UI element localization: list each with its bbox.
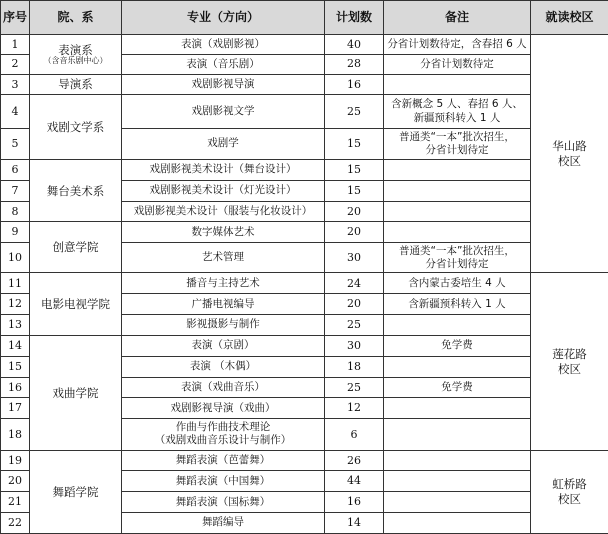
note-cell <box>384 450 531 471</box>
header-major: 专业（方向） <box>122 1 325 35</box>
major-cell: 戏剧影视导演 <box>122 74 325 95</box>
major-cell: 戏剧学 <box>122 128 325 159</box>
count-cell: 15 <box>325 180 384 201</box>
table-row <box>1 35 608 55</box>
note-cell <box>384 201 531 222</box>
count-cell: 25 <box>325 377 384 398</box>
row-number: 9 <box>1 222 30 243</box>
dept-cell: 电影电视学院 <box>30 273 122 335</box>
row-number: 4 <box>1 95 30 128</box>
count-cell: 44 <box>325 471 384 492</box>
major-cell: 舞蹈表演（中国舞） <box>122 471 325 492</box>
note-line: 免学费 <box>441 339 473 352</box>
note-line: 新疆预科转入 1 人 <box>413 111 501 124</box>
row-number: 10 <box>1 243 30 273</box>
major-cell: 戏剧影视美术设计（舞台设计） <box>122 159 325 180</box>
note-cell <box>384 492 531 513</box>
dept-cell: 舞台美术系 <box>30 159 122 221</box>
table-row <box>1 159 608 180</box>
row-number: 2 <box>1 54 30 74</box>
count-cell: 16 <box>325 492 384 513</box>
note-cell <box>384 74 531 95</box>
count-cell: 14 <box>325 513 384 534</box>
table-row <box>1 273 608 294</box>
major-cell: 表演（京剧） <box>122 335 325 356</box>
major-line: 作曲与作曲技术理论 <box>175 421 271 434</box>
row-number: 21 <box>1 492 30 513</box>
row-number: 13 <box>1 315 30 336</box>
row-number: 16 <box>1 377 30 398</box>
note-line: 普通类“一本”批次招生， <box>399 244 515 257</box>
major-cell: 数字媒体艺术 <box>122 222 325 243</box>
note-cell <box>384 159 531 180</box>
count-cell: 20 <box>325 294 384 315</box>
major-cell: 表演（戏剧影视） <box>122 35 325 55</box>
major-cell: 戏剧影视导演（戏曲） <box>122 398 325 419</box>
count-cell: 16 <box>325 74 384 95</box>
campus-line: 校区 <box>558 491 581 506</box>
row-number: 7 <box>1 180 30 201</box>
count-cell: 30 <box>325 243 384 273</box>
row-number: 19 <box>1 450 30 471</box>
major-cell: 广播电视编导 <box>122 294 325 315</box>
note-cell <box>384 419 531 450</box>
major-cell: 表演（戏曲音乐） <box>122 377 325 398</box>
campus-line: 校区 <box>558 361 581 376</box>
note-cell <box>384 315 531 336</box>
campus-line: 莲花路 <box>552 347 587 362</box>
dept-cell: 导演系 <box>30 74 122 95</box>
note-line: 分省计划待定 <box>425 257 489 270</box>
note-line: 含新概念 5 人、春招 6 人、 <box>391 98 523 111</box>
note-line: 分省计划数待定，含春招 6 人 <box>387 37 527 50</box>
major-cell: 表演（音乐剧） <box>122 54 325 74</box>
row-number: 18 <box>1 419 30 450</box>
count-cell: 24 <box>325 273 384 294</box>
header-campus: 就读校区 <box>531 1 608 35</box>
dept-cell: 创意学院 <box>30 222 122 273</box>
header-index: 序号 <box>1 1 30 35</box>
note-cell <box>384 243 531 273</box>
note-cell <box>384 335 531 356</box>
major-line: （戏剧戏曲音乐设计与制作） <box>154 434 292 447</box>
major-cell: 播音与主持艺术 <box>122 273 325 294</box>
note-cell <box>384 356 531 377</box>
count-cell: 25 <box>325 95 384 128</box>
note-cell <box>384 273 531 294</box>
header-note: 备注 <box>384 1 531 35</box>
note-line: 普通类“一本”批次招生， <box>399 130 515 143</box>
row-number: 12 <box>1 294 30 315</box>
major-cell <box>122 419 325 450</box>
major-cell: 影视摄影与制作 <box>122 315 325 336</box>
count-cell: 20 <box>325 222 384 243</box>
row-number: 3 <box>1 74 30 95</box>
major-cell: 戏剧影视文学 <box>122 95 325 128</box>
count-cell: 6 <box>325 419 384 450</box>
row-number: 22 <box>1 513 30 534</box>
table-row <box>1 335 608 356</box>
count-cell: 18 <box>325 356 384 377</box>
note-cell <box>384 95 531 128</box>
row-number: 17 <box>1 398 30 419</box>
note-cell <box>384 35 531 55</box>
major-cell: 戏剧影视美术设计（灯光设计） <box>122 180 325 201</box>
major-cell: 舞蹈编导 <box>122 513 325 534</box>
campus-cell <box>531 273 608 450</box>
note-cell <box>384 128 531 159</box>
row-number: 20 <box>1 471 30 492</box>
note-cell <box>384 377 531 398</box>
header-count: 计划数 <box>325 1 384 35</box>
count-cell: 26 <box>325 450 384 471</box>
major-cell: 舞蹈表演（国标舞） <box>122 492 325 513</box>
count-cell: 40 <box>325 35 384 55</box>
note-line: 含内蒙古委培生 4 人 <box>408 276 506 289</box>
note-cell <box>384 471 531 492</box>
row-number: 15 <box>1 356 30 377</box>
dept-cell <box>30 35 122 75</box>
note-line: 分省计划数待定 <box>420 57 494 70</box>
dept-cell: 舞蹈学院 <box>30 450 122 533</box>
campus-line: 虹桥路 <box>552 477 587 492</box>
major-cell: 戏剧影视美术设计（服装与化妆设计） <box>122 201 325 222</box>
dept-cell: 戏曲学院 <box>30 335 122 450</box>
count-cell: 20 <box>325 201 384 222</box>
table-row <box>1 450 608 471</box>
note-cell <box>384 54 531 74</box>
major-cell: 艺术管理 <box>122 243 325 273</box>
note-cell <box>384 294 531 315</box>
row-number: 11 <box>1 273 30 294</box>
header-dept: 院、系 <box>30 1 122 35</box>
dept-name: 表演系 <box>58 42 93 57</box>
row-number: 14 <box>1 335 30 356</box>
count-cell: 25 <box>325 315 384 336</box>
count-cell: 12 <box>325 398 384 419</box>
dept-subtitle: （含音乐剧中心） <box>43 56 108 66</box>
note-line: 含新疆预科转入 1 人 <box>408 297 506 310</box>
campus-line: 校区 <box>558 153 581 168</box>
campus-line: 华山路 <box>552 139 587 154</box>
major-cell: 舞蹈表演（芭蕾舞） <box>122 450 325 471</box>
row-number: 6 <box>1 159 30 180</box>
campus-cell <box>531 450 608 533</box>
count-cell: 15 <box>325 159 384 180</box>
row-number: 8 <box>1 201 30 222</box>
note-line: 分省计划待定 <box>425 143 489 156</box>
campus-cell <box>531 35 608 273</box>
row-number: 1 <box>1 35 30 55</box>
note-cell <box>384 513 531 534</box>
count-cell: 30 <box>325 335 384 356</box>
table-row <box>1 95 608 128</box>
count-cell: 28 <box>325 54 384 74</box>
table-row <box>1 222 608 243</box>
note-cell <box>384 222 531 243</box>
dept-cell: 戏剧文学系 <box>30 95 122 160</box>
note-cell <box>384 398 531 419</box>
row-number: 5 <box>1 128 30 159</box>
major-cell: 表演 （木偶） <box>122 356 325 377</box>
note-cell <box>384 180 531 201</box>
table-row <box>1 74 608 95</box>
note-line: 免学费 <box>441 380 473 393</box>
count-cell: 15 <box>325 128 384 159</box>
header-row <box>1 1 608 35</box>
